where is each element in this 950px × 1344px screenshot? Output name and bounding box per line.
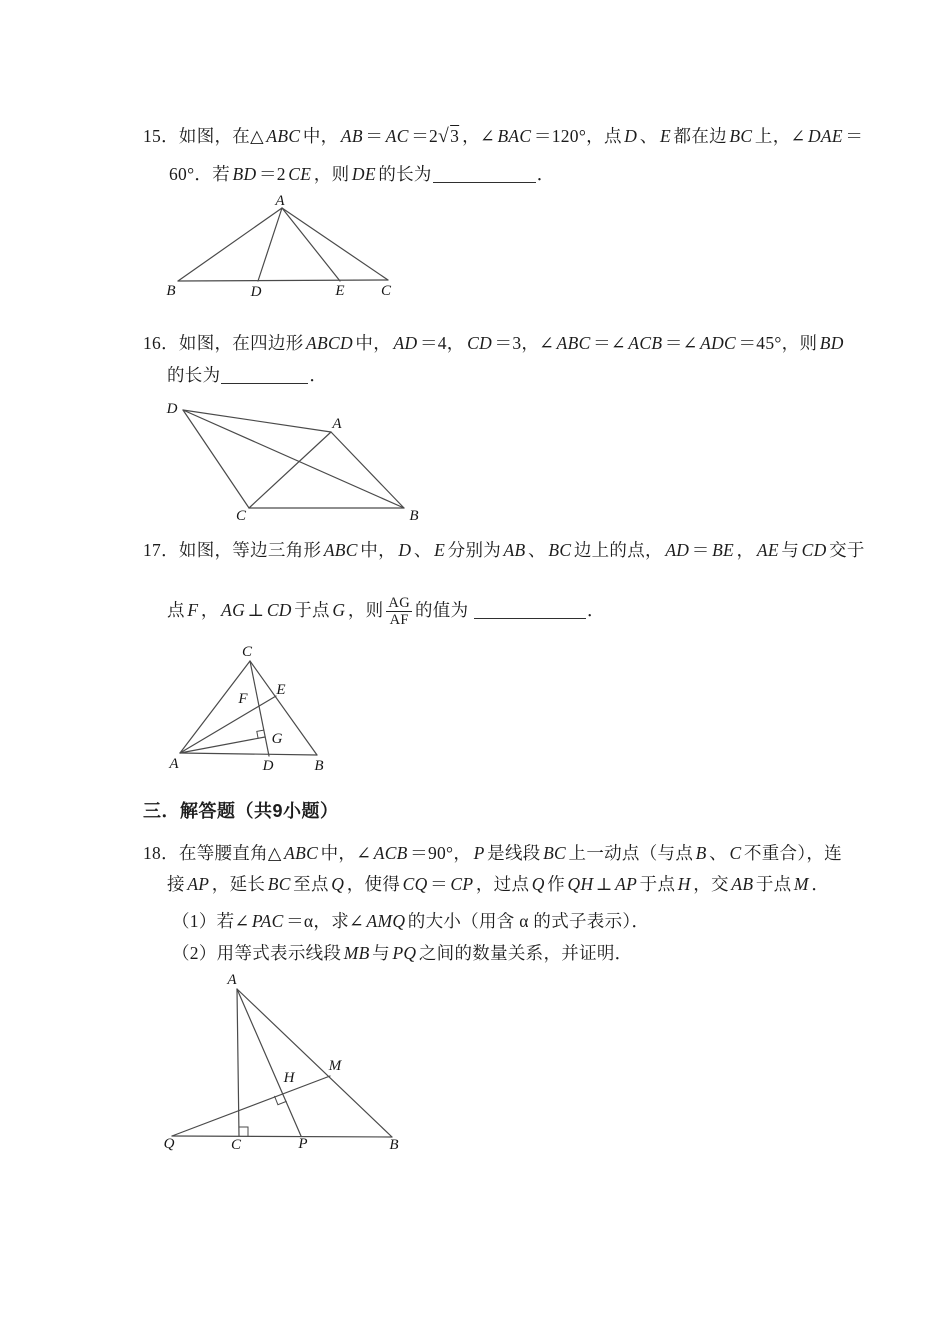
text-run: 不重合），连: [743, 843, 842, 863]
math-variable: AD: [665, 540, 690, 560]
q18-vertex-label-b: B: [389, 1137, 399, 1153]
q16-vertex-label-c: C: [235, 508, 247, 524]
q16-diagram-lines: [183, 410, 404, 508]
math-variable: CD: [467, 333, 493, 353]
answer-blank: [221, 368, 308, 384]
q15-vertex-label-e: E: [335, 283, 345, 299]
math-variable: CP: [450, 874, 474, 894]
math-variable: AMQ: [366, 911, 406, 931]
math-variable: BE: [712, 540, 735, 560]
math-variable: CD: [266, 600, 292, 620]
text-run: ，交: [693, 874, 729, 894]
text-run: （2）用等式表示线段: [172, 943, 342, 963]
text-run: 边上的点，: [573, 540, 663, 560]
text-run: ．: [309, 365, 328, 385]
text-run: ．: [536, 164, 555, 184]
text-run: 都在边: [673, 126, 727, 146]
q18-line-1: [143, 841, 842, 865]
text-run: 于点: [294, 600, 330, 620]
math-variable: CD: [801, 540, 827, 560]
q16-vertex-label-b: B: [409, 508, 419, 524]
q17-diagram: [163, 643, 338, 778]
text-run: 与: [372, 943, 390, 963]
text-run: 15．如图，在△: [143, 126, 264, 146]
math-variable: AG: [221, 600, 246, 620]
q16-vertex-label-a: A: [332, 416, 342, 432]
text-run: ＝∠: [664, 333, 698, 353]
q17-vertex-label-b: B: [314, 758, 324, 774]
q15-diagram: [150, 190, 420, 305]
q17-vertex-label-a: A: [169, 756, 179, 772]
text-run: 与: [781, 540, 800, 560]
radical-sign: √: [438, 126, 450, 147]
q17-vertex-label-g: G: [271, 731, 283, 747]
text-run: 接: [167, 874, 185, 894]
math-variable: DE: [351, 164, 376, 184]
math-variable: C: [729, 843, 742, 863]
q15-vertex-label-b: B: [166, 283, 176, 299]
math-variable: QH: [567, 874, 594, 894]
text-run: ，延长: [211, 874, 266, 894]
math-variable: P: [473, 843, 485, 863]
q16-vertex-label-d: D: [166, 401, 178, 417]
math-variable: ABCD: [306, 333, 353, 353]
text-run: ，: [736, 540, 755, 560]
math-variable: AP: [615, 874, 638, 894]
text-run: 的长为: [167, 365, 221, 385]
q17-line-1: [143, 538, 865, 562]
math-variable: ADC: [700, 333, 736, 353]
text-run: 交于: [829, 540, 865, 560]
math-variable: PAC: [251, 911, 284, 931]
text-run: 16．如图，在四边形: [143, 333, 304, 353]
q17-vertex-label-d: D: [262, 758, 274, 774]
text-run: ⊥: [247, 600, 265, 620]
math-variable: B: [695, 843, 707, 863]
q17-vertex-label-c: C: [241, 644, 253, 660]
math-variable: F: [187, 600, 199, 620]
math-variable: AE: [756, 540, 779, 560]
math-variable: ABC: [284, 843, 319, 863]
math-variable: ACB: [628, 333, 663, 353]
text-run: 中，: [360, 540, 396, 560]
text-run: ，: [200, 600, 219, 620]
math-variable: ACB: [373, 843, 408, 863]
q16-line-1: [143, 331, 846, 355]
math-variable: ABC: [266, 126, 301, 146]
math-variable: AD: [393, 333, 418, 353]
fraction: [386, 595, 412, 629]
q15-line-1: [143, 124, 863, 149]
q18-vertex-label-c: C: [230, 1137, 242, 1153]
text-run: ．: [811, 874, 830, 894]
math-variable: BAC: [497, 126, 532, 146]
text-run: 的大小（用含 α 的式子表示）．: [407, 911, 650, 931]
text-run: （1）若∠: [172, 911, 250, 931]
math-variable: D: [624, 126, 638, 146]
math-variable: AP: [187, 874, 210, 894]
text-run: 之间的数量关系，并证明．: [418, 943, 633, 963]
text-run: 至点: [293, 874, 329, 894]
text-run: ⊥: [595, 874, 613, 894]
q18-vertex-label-q: Q: [163, 1136, 175, 1152]
text-run: 于点: [639, 874, 676, 894]
math-variable: BD: [819, 333, 844, 353]
q18-diagram: [160, 972, 405, 1162]
q18-vertex-label-h: H: [283, 1070, 295, 1086]
math-variable: Q: [331, 874, 345, 894]
fraction-denominator: AF: [389, 612, 409, 629]
q18-vertex-label-a: A: [227, 972, 237, 988]
answer-blank: [474, 603, 586, 619]
text-run: 作: [547, 874, 566, 894]
math-variable: BC: [543, 843, 567, 863]
text-run: 的长为: [378, 164, 432, 184]
text-run: ＝2: [258, 164, 286, 184]
text-run: 、: [413, 540, 432, 560]
q18-right-angle-mark-c: [239, 1127, 248, 1136]
q17-vertex-label-e: E: [276, 682, 286, 698]
math-variable: M: [793, 874, 809, 894]
text-run: ＝α，求∠: [286, 911, 364, 931]
q18-diagram-lines: [172, 989, 392, 1137]
radical: [438, 124, 460, 149]
q15-vertex-label-d: D: [250, 284, 262, 300]
math-variable: AB: [731, 874, 754, 894]
text-run: ，过点: [475, 874, 530, 894]
q18-subquestion-2: [172, 941, 632, 965]
text-run: 中，: [355, 333, 391, 353]
text-run: 、: [639, 126, 658, 146]
math-variable: BC: [548, 540, 572, 560]
q16-line-2: [167, 363, 327, 387]
text-run: ．: [587, 600, 605, 620]
text-run: ＝∠: [593, 333, 626, 353]
text-run: ，使得: [346, 874, 401, 894]
text-run: 18．在等腰直角△: [143, 843, 282, 863]
text-run: ＝: [365, 126, 384, 146]
math-variable: CE: [288, 164, 312, 184]
text-run: ＝90°，: [410, 843, 472, 863]
math-variable: H: [677, 874, 691, 894]
text-run: 是线段: [487, 843, 541, 863]
section-header: 三．解答题（共9小题）: [143, 801, 339, 821]
text-run: ＝: [430, 874, 448, 894]
text-run: 上，∠: [754, 126, 806, 146]
fraction-numerator: AG: [388, 594, 410, 611]
text-run: 、: [709, 843, 727, 863]
math-variable: E: [660, 126, 672, 146]
math-variable: BD: [232, 164, 257, 184]
q17-vertex-label-f: F: [238, 691, 248, 707]
math-variable: D: [398, 540, 412, 560]
q18-subquestion-1: [172, 909, 649, 933]
text-run: ＝3，∠: [494, 333, 555, 353]
math-variable: Q: [531, 874, 545, 894]
q18-vertex-label-m: M: [328, 1058, 342, 1074]
text-run: ，∠: [462, 126, 495, 146]
text-run: ＝45°，则: [738, 333, 818, 353]
math-variable: G: [332, 600, 346, 620]
text-run: 于点: [755, 874, 792, 894]
text-run: ＝120°，点: [533, 126, 622, 146]
text-run: 、: [528, 540, 546, 560]
text-run: ＝: [691, 540, 710, 560]
text-run: 分别为: [447, 540, 502, 560]
math-variable: E: [434, 540, 446, 560]
text-run: 中，: [302, 126, 339, 146]
math-variable: AC: [385, 126, 409, 146]
math-variable: BC: [267, 874, 291, 894]
q18-line-2: [167, 872, 829, 896]
math-variable: AB: [340, 126, 363, 146]
text-run: ＝: [845, 126, 864, 146]
text-run: ，则: [347, 600, 384, 620]
text-run: 中，∠: [320, 843, 372, 863]
text-run: ＝4，: [419, 333, 465, 353]
text-run: ，则: [313, 164, 350, 184]
math-variable: PQ: [392, 943, 417, 963]
text-run: 17．如图，等边三角形: [143, 540, 322, 560]
math-variable: AB: [503, 540, 526, 560]
math-variable: MB: [343, 943, 370, 963]
q18-vertex-label-p: P: [298, 1136, 308, 1152]
math-variable: BC: [729, 126, 753, 146]
q16-diagram: [160, 395, 430, 527]
text-run: 60°．若: [169, 164, 230, 184]
answer-blank: [433, 167, 536, 183]
text-run: 上一动点（与点: [568, 843, 694, 863]
text-run: 的值为: [414, 600, 474, 620]
text-run: ＝2: [411, 126, 439, 146]
q15-line-2: [169, 162, 555, 186]
math-variable: ABC: [323, 540, 358, 560]
math-variable: DAE: [807, 126, 843, 146]
math-variable: CQ: [402, 874, 428, 894]
q17-diagram-lines: [180, 661, 317, 756]
q15-vertex-label-c: C: [380, 283, 392, 299]
text-run: 点: [167, 600, 185, 620]
q15-diagram-lines: [178, 208, 388, 281]
math-variable: ABC: [556, 333, 591, 353]
q17-line-2: [167, 586, 605, 634]
q15-vertex-label-a: A: [275, 193, 285, 209]
radicand: 3: [450, 126, 460, 146]
